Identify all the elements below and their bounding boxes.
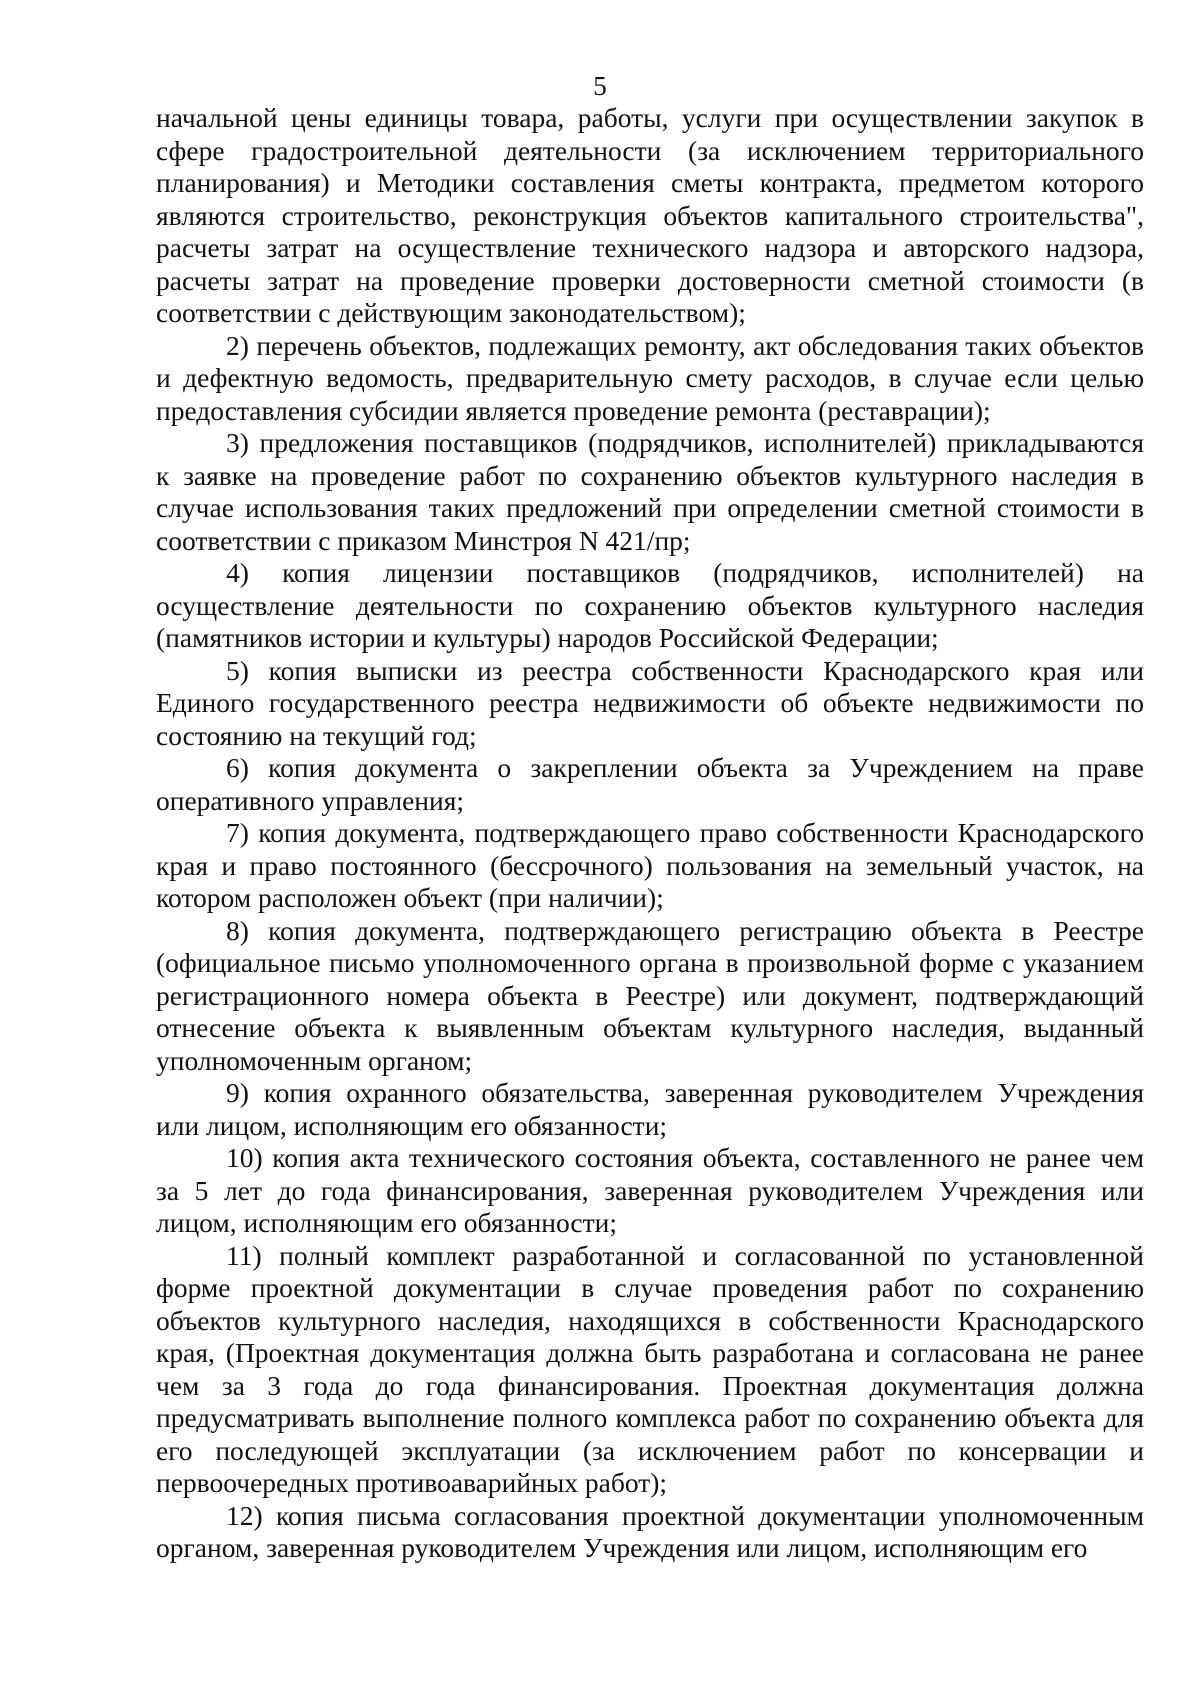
list-item-10: 10) копия акта технического состояния объекта, составленного не ранее чем за 5 лет до года финансирования, заверенная руководителем Учреждения или лицом, исполняющим его обязанности; (156, 1142, 1144, 1238)
list-item-9: 9) копия охранного обязательства, заверенная руководителем Учреждения или лицом, исполняющим его обязанности; (156, 1077, 1144, 1141)
page-number: 5 (593, 71, 607, 101)
list-item-2: 2) перечень объектов, подлежащих ремонту, акт обследования таких объектов и дефектную ведомость, предварительную смету расходов, в случае если целью предоставления субсидии является проведение ремонта (реставрации); (156, 329, 1144, 426)
list-item-7: 7) копия документа, подтверждающего право собственности Краснодарского края и право постоянного (бессрочного) пользования на земельный участок, на котором расположен объект (при наличии); (156, 817, 1144, 913)
list-item-5: 5) копия выписки из реестра собственности Краснодарского края или Единого государственного реестра недвижимости об объекте недвижимости по состоянию на текущий год; (156, 654, 1144, 751)
list-item-8: 8) копия документа, подтверждающего регистрацию объекта в Реестре (официальное письмо уполномоченного органа в произвольной форме с указанием регистрационного номера объекта в Реестре) или документ, подтверждающий отнесение объекта к выявленным объектам культурного наследия, выданный уполномоченным органом; (156, 914, 1144, 1076)
list-item-4: 4) копия лицензии поставщиков (подрядчиков, исполнителей) на осуществление деятельности по сохранению объектов культурного наследия (памятников истории и культуры) народов Российской Федерации; (156, 557, 1144, 653)
list-item-12: 12) копия письма согласования проектной документации уполномоченным органом, заверенная руководителем Учреждения или лицом, исполняющим его (156, 1499, 1144, 1563)
list-item-3: 3) предложения поставщиков (подрядчиков, исполнителей) прикладываются к заявке на проведение работ по сохранению объектов культурного наследия в случае использования таких предложений при определении сметной стоимости в соответствии с приказом Минстроя N 421/пр; (156, 427, 1144, 556)
paragraph-continuation: начальной цены единицы товара, работы, услуги при осуществлении закупок в сфере градостроительной деятельности (за исключением территориального планирования) и Методики составления сметы контракта, предметом которого являются строительство, реконструкция объектов капитального строительства", расчеты затрат на осуществление технического надзора и авторского надзора, расчеты затрат на проведение проверки достоверности сметной стоимости (в соответствии с действующим законодательством); (156, 102, 1144, 328)
list-item-11: 11) полный комплект разработанной и согласованной по установленной форме проектной документации в случае проведения работ по сохранению объектов культурного наследия, находящихся в собственности Краснодарского края, (Проектная документация должна быть разработана и согласована не ранее чем за 3 года до года финансирования. Проектная документация должна предусматривать выполнение полного комплекса работ по сохранению объекта для его последующей эксплуатации (за исключением работ по консервации и первоочередных противоаварийных работ); (156, 1239, 1144, 1498)
document-body (156, 102, 1144, 1565)
list-item-6: 6) копия документа о закреплении объекта за Учреждением на праве оперативного управления; (156, 752, 1144, 816)
